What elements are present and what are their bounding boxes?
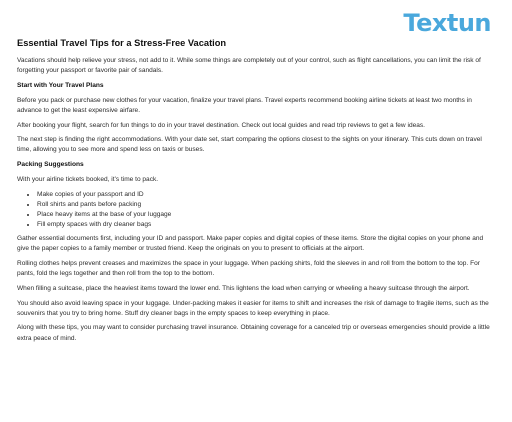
- document-title: Essential Travel Tips for a Stress-Free Vacation: [17, 38, 227, 48]
- paragraph-fun-things: After booking your flight, search for fun things to do in your travel destination. Check out local guides and read trip reviews to get a few ideas.: [17, 121, 425, 129]
- paragraph-insurance: Along with these tips, you may want to consider purchasing travel insurance. Obtaining coverage for a canceled trip or overseas emergencies should provide a little extra peace of mind.: [17, 324, 490, 342]
- section-heading-travel-plans: Start with Your Travel Plans: [17, 81, 104, 89]
- packing-bullet-list: [17, 190, 497, 230]
- paragraph-rolling: Rolling clothes helps prevent creases and maximizes the space in your luggage. When packing shirts, fold the sleeves in and roll from the bottom to the top. For pants, fold the legs together and then roll from the top to the bottom.: [17, 259, 480, 278]
- section-heading-packing: Packing Suggestions: [17, 161, 84, 169]
- list-item: • Fill empty spaces with dry cleaner bags: [37, 220, 497, 230]
- list-item: • Roll shirts and pants before packing: [37, 200, 497, 210]
- paragraph-packing-intro: With your airline tickets booked, it’s time to pack.: [17, 175, 159, 183]
- paragraph-finalize-plans: Before you pack or purchase new clothes for your vacation, finalize your travel plans. Travel experts recommend booking airline tickets at least two months in advance to get the least expensive airfare.: [17, 96, 472, 114]
- document-body: [17, 37, 497, 348]
- list-item: • Make copies of your passport and ID: [37, 190, 497, 200]
- paragraph-space: You should also avoid leaving space in your luggage. Under-packing makes it easier for items to shift and increases the risk of damage to fragile items, such as the souvenirs that you try to bring home. Stuff dry cleaner bags in the empty spaces to keep everything in place.: [17, 299, 489, 317]
- paragraph-documents: Gather essential documents first, including your ID and passport. Make paper copies and digital copies of these items. Store the digital copies on your phone and give the paper copies to a family member or trusted friend. Keep the originals on you to present to officials at the airport.: [17, 235, 484, 253]
- brand-logo: Textun: [403, 9, 491, 37]
- intro-paragraph: Vacations should help relieve your stress, not add to it. While some things are completely out of your control, such as flight cancellations, you can limit the risk of forgetting your passport or favorite pair of sandals.: [17, 57, 481, 75]
- list-item: • Place heavy items at the base of your luggage: [37, 210, 497, 220]
- paragraph-accommodations: The next step is finding the right accommodations. With your date set, start comparing the options closest to the sights on your itinerary. This cuts down on travel time, allowing you to see more and spend less on taxis or buses.: [17, 136, 482, 154]
- paragraph-suitcase: When filling a suitcase, place the heaviest items toward the lower end. This lightens the load when carrying or wheeling a heavy suitcase through the airport.: [17, 284, 470, 292]
